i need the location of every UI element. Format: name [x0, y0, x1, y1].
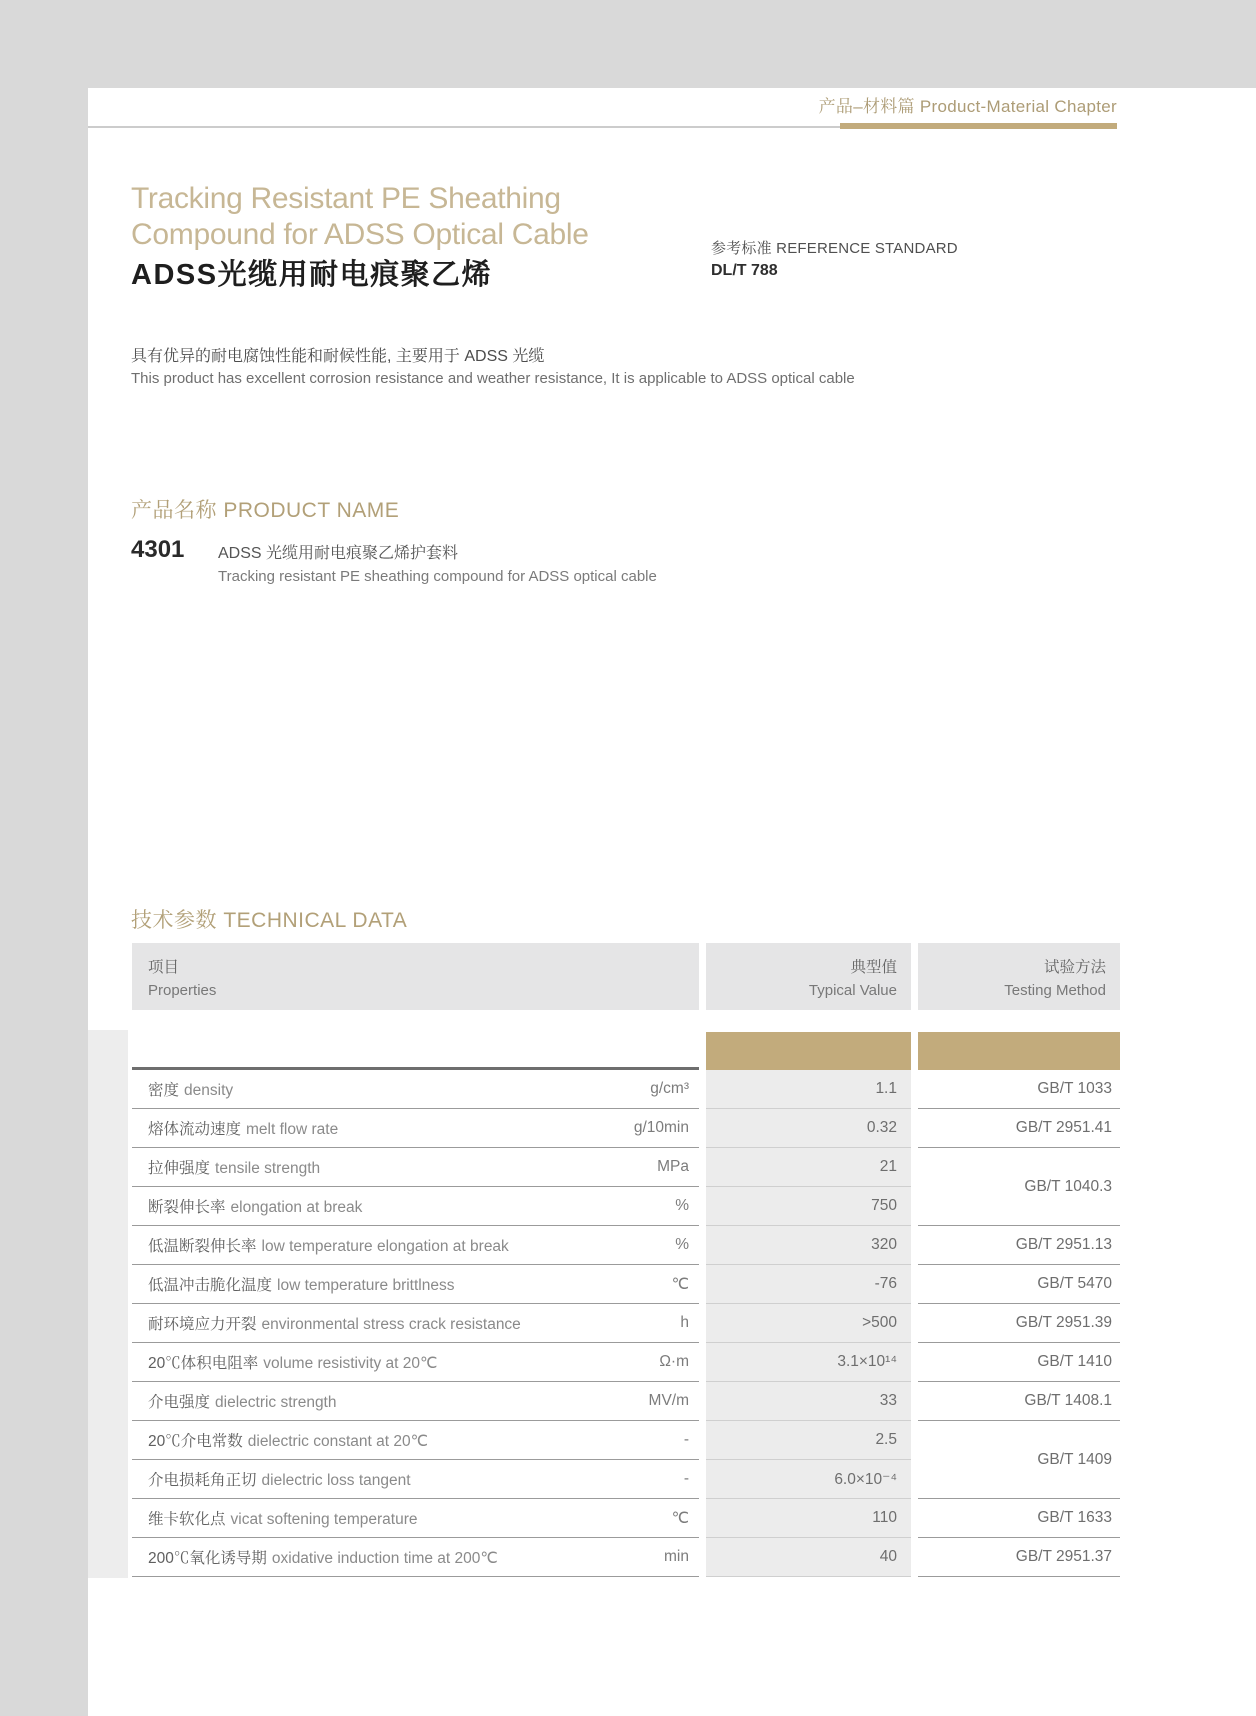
- table-header-properties-zh: 项目: [148, 959, 180, 976]
- table-row: [132, 1499, 699, 1538]
- property-unit: MV/m: [648, 1392, 689, 1409]
- typical-value-column: [706, 1070, 911, 1577]
- table-header-properties: [132, 943, 699, 1010]
- table-subheader-bar-method: [918, 1032, 1120, 1070]
- method-cell: GB/T 5470: [918, 1265, 1120, 1304]
- technical-data-table: [132, 943, 1120, 1577]
- table-row: [132, 1109, 699, 1148]
- property-unit: %: [675, 1197, 689, 1214]
- method-cell: GB/T 2951.37: [918, 1538, 1120, 1577]
- page-title-chinese: ADSS光缆用耐电痕聚乙烯: [131, 259, 493, 291]
- property-unit: %: [675, 1236, 689, 1253]
- property-name: 维卡软化点 vicat softening temperature: [148, 1511, 418, 1528]
- property-name: 低温冲击脆化温度 low temperature brittlness: [148, 1277, 455, 1294]
- table-row: [132, 1148, 699, 1187]
- property-name: 20℃体积电阻率 volume resistivity at 20℃: [148, 1355, 438, 1372]
- value-cell: 0.32: [706, 1109, 911, 1148]
- property-name: 200℃氧化诱导期 oxidative induction time at 200℃: [148, 1550, 498, 1567]
- table-row: [132, 1343, 699, 1382]
- table-header-typical-value-zh: 典型值: [850, 959, 897, 976]
- table-header-typical-value: [706, 943, 911, 1010]
- page-title-english: [131, 181, 589, 253]
- page-title-english-line2: Compound for ADSS Optical Cable: [131, 218, 589, 251]
- value-cell: 33: [706, 1382, 911, 1421]
- method-cell: GB/T 1410: [918, 1343, 1120, 1382]
- method-cell: GB/T 1633: [918, 1499, 1120, 1538]
- product-code: 4301: [131, 536, 185, 563]
- table-row: [132, 1187, 699, 1226]
- reference-standard-label: 参考标准 REFERENCE STANDARD: [711, 240, 958, 257]
- header-rule-accent: [840, 123, 1117, 129]
- value-cell: >500: [706, 1304, 911, 1343]
- property-unit: h: [680, 1314, 689, 1331]
- reference-standard-value: DL/T 788: [711, 262, 778, 279]
- property-unit: ℃: [671, 1509, 689, 1527]
- table-row: [132, 1070, 699, 1109]
- table-header-typical-value-en: Typical Value: [808, 982, 897, 999]
- table-header-testing-method-en: Testing Method: [1004, 982, 1106, 999]
- method-cell: GB/T 1409: [918, 1421, 1120, 1499]
- value-cell: 1.1: [706, 1070, 911, 1109]
- value-cell: 320: [706, 1226, 911, 1265]
- page-title-english-line1: Tracking Resistant PE Sheathing: [131, 182, 561, 215]
- property-name: 断裂伸长率 elongation at break: [148, 1199, 363, 1216]
- property-unit: -: [683, 1470, 689, 1487]
- table-row: [132, 1226, 699, 1265]
- table-header-properties-en: Properties: [148, 982, 217, 999]
- table-subheader-bar-value: [706, 1032, 911, 1070]
- product-name-english: Tracking resistant PE sheathing compound for ADSS optical cable: [218, 568, 657, 585]
- property-name: 低温断裂伸长率 low temperature elongation at break: [148, 1238, 509, 1255]
- table-row: [132, 1460, 699, 1499]
- method-cell: GB/T 1408.1: [918, 1382, 1120, 1421]
- property-unit: min: [664, 1548, 689, 1565]
- value-cell: 2.5: [706, 1421, 911, 1460]
- property-name: 介电强度 dielectric strength: [148, 1394, 337, 1411]
- method-cell: GB/T 1033: [918, 1070, 1120, 1109]
- property-unit: ℃: [671, 1275, 689, 1293]
- property-unit: MPa: [657, 1158, 689, 1175]
- table-header-testing-method-zh: 试验方法: [1043, 959, 1106, 976]
- value-cell: -76: [706, 1265, 911, 1304]
- property-unit: g/cm³: [650, 1080, 689, 1097]
- property-unit: Ω·m: [659, 1353, 689, 1370]
- property-name: 耐环境应力开裂 environmental stress crack resistance: [148, 1316, 521, 1333]
- property-name: 熔体流动速度 melt flow rate: [148, 1121, 339, 1138]
- value-cell: 750: [706, 1187, 911, 1226]
- chapter-label: 产品–材料篇 Product-Material Chapter: [818, 97, 1117, 116]
- header-rule: [88, 126, 840, 128]
- section-heading-technical-data: 技术参数 TECHNICAL DATA: [131, 909, 408, 932]
- method-cell: GB/T 2951.13: [918, 1226, 1120, 1265]
- property-name: 密度 density: [148, 1082, 234, 1099]
- value-cell: 6.0×10⁻⁴: [706, 1460, 911, 1499]
- table-header-testing-method: [918, 943, 1120, 1010]
- description-english: This product has excellent corrosion resistance and weather resistance, It is applicable to ADSS optical cable: [131, 370, 855, 387]
- method-cell: GB/T 1040.3: [918, 1148, 1120, 1226]
- property-name: 20℃介电常数 dielectric constant at 20℃: [148, 1433, 428, 1450]
- table-subheader-properties-underline: [132, 1032, 699, 1070]
- value-cell: 3.1×10¹⁴: [706, 1343, 911, 1382]
- table-row: [132, 1265, 699, 1304]
- value-cell: 110: [706, 1499, 911, 1538]
- table-row: [132, 1538, 699, 1577]
- table-row: [132, 1382, 699, 1421]
- property-name: 拉伸强度 tensile strength: [148, 1160, 321, 1177]
- method-cell: GB/T 2951.41: [918, 1109, 1120, 1148]
- value-cell: 21: [706, 1148, 911, 1187]
- method-cell: GB/T 2951.39: [918, 1304, 1120, 1343]
- table-row: [132, 1421, 699, 1460]
- table-row: [132, 1304, 699, 1343]
- left-border-band-light: [88, 1030, 128, 1578]
- property-unit: g/10min: [633, 1119, 689, 1136]
- testing-method-column: [918, 1070, 1120, 1577]
- left-border-band: [0, 0, 88, 1716]
- description-chinese: 具有优异的耐电腐蚀性能和耐候性能, 主要用于 ADSS 光缆: [131, 348, 545, 365]
- property-name: 介电损耗角正切 dielectric loss tangent: [148, 1472, 411, 1489]
- top-border-band: [0, 0, 1256, 88]
- property-unit: -: [683, 1431, 689, 1448]
- value-cell: 40: [706, 1538, 911, 1577]
- product-name-chinese: ADSS 光缆用耐电痕聚乙烯护套料: [218, 545, 459, 562]
- properties-column: [132, 1070, 699, 1577]
- section-heading-product-name: 产品名称 PRODUCT NAME: [131, 499, 400, 522]
